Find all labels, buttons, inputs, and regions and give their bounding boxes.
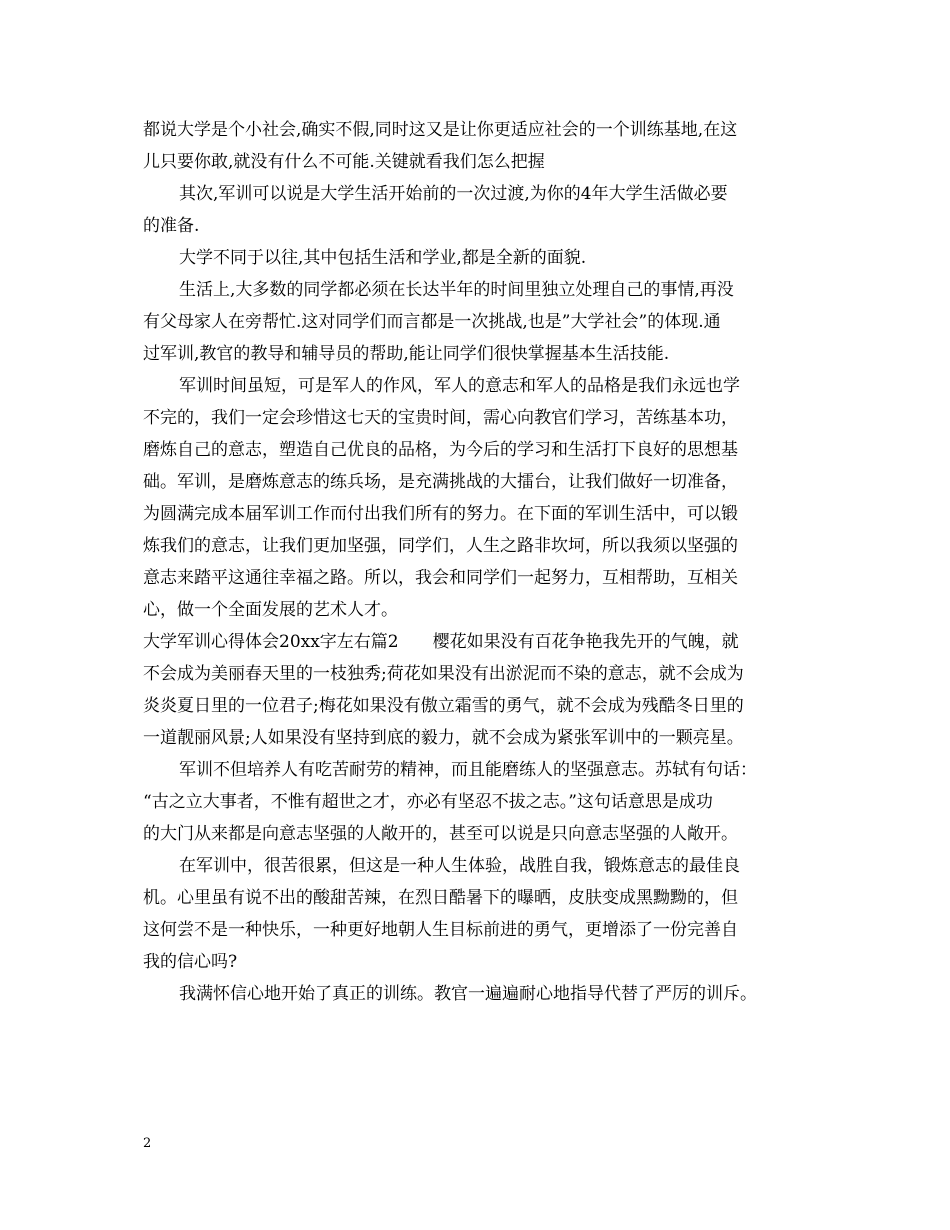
- text-line: 意志来踏平这通往幸福之路。所以，我会和同学们一起努力，互相帮助，互相关: [143, 568, 738, 588]
- document-body: [143, 114, 823, 1010]
- text-line: 大学不同于以往,其中包括生活和学业,都是全新的面貌.: [179, 248, 587, 268]
- text-line: 这何尝不是一种快乐，一种更好地朝人生目标前进的勇气，更增添了一份完善自: [143, 920, 738, 940]
- text-line: 机。心里虽有说不出的酸甜苦辣，在烈日酷暑下的曝晒，皮肤变成黑黝黝的，但: [143, 888, 738, 908]
- text-line: 础。军训，是磨炼意志的练兵场，是充满挑战的大擂台，让我们做好一切准备，: [143, 472, 738, 492]
- text-line: 心，做一个全面发展的艺术人才。: [143, 600, 398, 620]
- text-line: 我满怀信心地开始了真正的训练。教官一遍遍耐心地指导代替了严厉的训斥。: [179, 984, 757, 1004]
- text-line: 大学军训心得体会20xx字左右篇2 樱花如果没有百花争艳我先开的气魄，就: [143, 632, 739, 652]
- text-line: 的准备.: [143, 216, 200, 236]
- text-line: 生活上,大多数的同学都必须在长达半年的时间里独立处理自己的事情,再没: [179, 280, 734, 300]
- text-line: 有父母家人在旁帮忙.这对同学们而言都是一次挑战,也是”大学社会”的体现.通: [143, 312, 721, 332]
- text-line: 不会成为美丽春天里的一枝独秀;荷花如果没有出淤泥而不染的意志，就不会成为: [143, 664, 744, 684]
- text-line: 过军训,教官的教导和辅导员的帮助,能让同学们很快掌握基本生活技能.: [143, 344, 670, 364]
- text-line: 炎炎夏日里的一位君子;梅花如果没有傲立霜雪的勇气，就不会成为残酷冬日里的: [143, 696, 744, 716]
- text-line: 一道靓丽风景;人如果没有坚持到底的毅力，就不会成为紧张军训中的一颗亮星。: [143, 728, 744, 748]
- text-line: 我的信心吗?: [143, 952, 238, 972]
- text-line: 军训时间虽短，可是军人的作风，军人的意志和军人的品格是我们永远也学: [179, 376, 740, 396]
- text-line: 儿只要你敢,就没有什么不可能.关键就看我们怎么把握: [143, 152, 545, 172]
- text-line: 不完的，我们一定会珍惜这七天的宝贵时间，需心向教官们学习，苦练基本功，: [143, 408, 738, 428]
- text-line: “古之立大事者，不惟有超世之才，亦必有坚忍不拔之志。”这句话意思是成功: [143, 792, 713, 812]
- text-line: 炼我们的意志，让我们更加坚强，同学们，人生之路非坎坷，所以我须以坚强的: [143, 536, 738, 556]
- text-line: 在军训中，很苦很累，但这是一种人生体验，战胜自我，锻炼意志的最佳良: [179, 856, 740, 876]
- text-line: 的大门从来都是向意志坚强的人敞开的，甚至可以说是只向意志坚强的人敞开。: [143, 824, 738, 844]
- text-line: 磨炼自己的意志，塑造自己优良的品格，为今后的学习和生活打下良好的思想基: [143, 440, 738, 460]
- text-line: 为圆满完成本届军训工作而付出我们所有的努力。在下面的军训生活中，可以锻: [143, 504, 738, 524]
- text-line: 其次,军训可以说是大学生活开始前的一次过渡,为你的4年大学生活做必要: [179, 184, 728, 204]
- text-line: 都说大学是个小社会,确实不假,同时这又是让你更适应社会的一个训练基地,在这: [143, 120, 738, 140]
- page-number: 2: [143, 1136, 152, 1151]
- text-line: 军训不但培养人有吃苦耐劳的精神，而且能磨练人的坚强意志。苏轼有句话：: [179, 760, 757, 780]
